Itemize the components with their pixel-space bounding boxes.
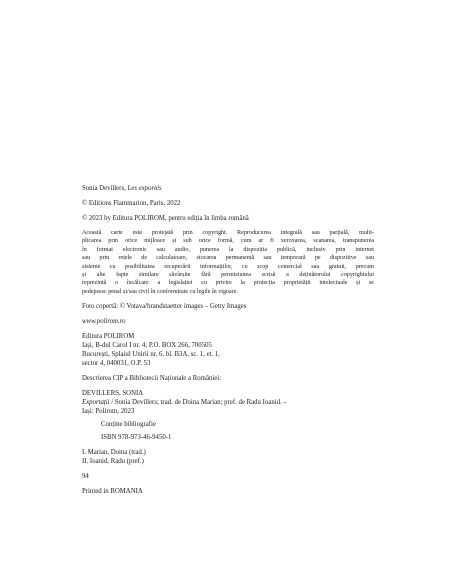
cip-bibliography: Conține bibliografie	[101, 421, 156, 429]
cip-imprint: Iași: Polirom, 2023	[82, 408, 135, 416]
copyright-page	[82, 184, 374, 496]
website-link[interactable]: www.polirom.ro	[82, 318, 126, 326]
legal-notice-line: plicarea prin orice mijloace și sub orice formă, cum ar fi xeroxarea, scanarea, transpunerea	[82, 238, 374, 245]
cip-author: DEVILLERS, SONIA	[82, 390, 144, 398]
author-original-title: Sonia Devillers, Les exportés	[82, 185, 162, 192]
cover-photo-credit: Foto copertă: © Votava/brandstaetter images – Getty Images	[82, 303, 247, 311]
copyright-original: © Editions Flammarion, Paris, 2022	[82, 200, 181, 207]
cip-heading: Descrierea CIP a Bibliotecii Naționale a României:	[82, 375, 222, 383]
legal-notice-line: sau prin rețele de calculatoare, stocarea permanentă sau temporară pe dispozitive sau	[82, 255, 374, 262]
cip-title: Exportații	[82, 399, 110, 407]
publisher-address-line: Iași, B-dul Carol I nr. 4; P.O. BOX 266, 700505	[82, 342, 212, 350]
legal-notice-line: pedepsesc penal și/sau civil în conformitate cu legile în vigoare.	[82, 288, 239, 295]
cip-contributor: II. Ioanid, Radu (pref.)	[82, 458, 144, 466]
publisher-address-line: sector 4, 040031, O.P. 53	[82, 360, 151, 368]
legal-notice-line: sisteme cu posibilitatea recuperării informațiilor, cu scop comercial sau gratuit, precum	[82, 263, 374, 270]
publisher-address-line: București, Splaiul Unirii nr. 6, bl. B3A, sc. 1, et. 1,	[82, 351, 221, 359]
original-title: Les exportés	[127, 185, 162, 192]
cip-isbn: ISBN 978-973-46-9450-1	[101, 434, 172, 442]
cip-block	[82, 374, 374, 481]
legal-notice	[82, 229, 374, 296]
copyright-romanian: © 2023 by Editura POLIROM, pentru ediția în limba română	[82, 215, 249, 222]
cip-classification: 94	[82, 473, 89, 481]
legal-notice-line: Această carte este protejată prin copyright. Reproducerea integrală sau parțială, multi-	[82, 230, 374, 236]
printed-in: Printed in ROMANIA	[82, 488, 143, 496]
publisher-block	[82, 332, 374, 368]
cip-title-line: Exportații / Sonia Devillers; trad. de Doina Marian; pref. de Radu Ioanid. –	[82, 399, 287, 407]
cip-contributor: I. Marian, Doina (trad.)	[82, 449, 146, 457]
legal-notice-line: și alte fapte similare săvârșite fără permisiunea scrisă a deținătorului copyrightului	[82, 272, 374, 279]
legal-notice-line: în format electronic sau audio, punerea la dispoziția publică, inclusiv prin internet	[82, 246, 374, 253]
legal-notice-line: reprezintă o încălcare a legislației cu privire la protecția proprietății intelectuale și se	[82, 280, 374, 287]
publisher-name: Editura POLIROM	[82, 333, 135, 341]
